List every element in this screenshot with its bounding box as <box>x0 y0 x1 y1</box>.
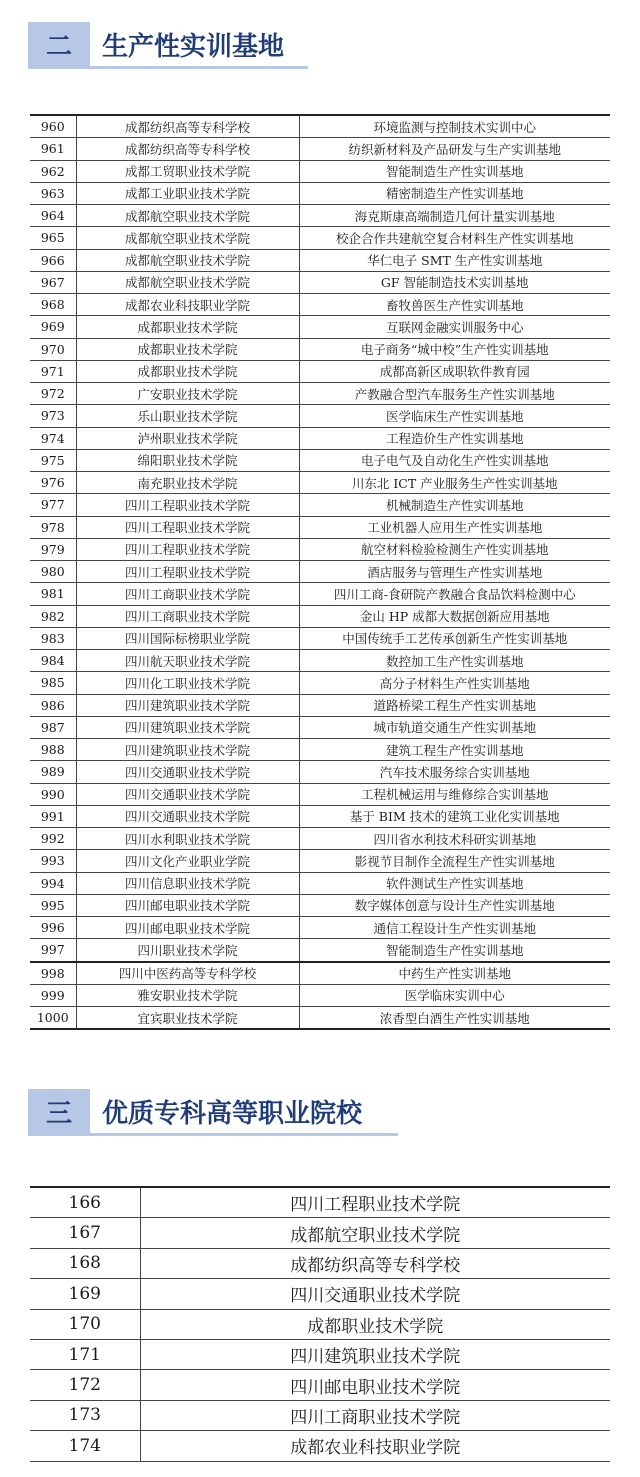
table-row <box>30 383 610 405</box>
table-row <box>30 115 610 138</box>
base-name: 工业机器人应用生产性实训基地 <box>299 516 610 538</box>
base-name: 畜牧兽医生产性实训基地 <box>299 294 610 316</box>
base-name: 精密制造生产性实训基地 <box>299 182 610 204</box>
section-header-3 <box>28 1089 362 1133</box>
school-name: 泸州职业技术学院 <box>76 427 299 449</box>
row-number: 990 <box>30 783 76 805</box>
table-row <box>30 427 610 449</box>
row-number: 999 <box>30 984 76 1006</box>
base-name: 数字媒体创意与设计生产性实训基地 <box>299 894 610 916</box>
base-name: 互联网金融实训服务中心 <box>299 316 610 338</box>
school-name: 四川化工职业技术学院 <box>76 672 299 694</box>
school-name: 成都农业科技职业学院 <box>140 1431 610 1461</box>
table-row <box>30 205 610 227</box>
row-number: 988 <box>30 739 76 761</box>
table-row <box>30 1370 610 1400</box>
school-name: 四川建筑职业技术学院 <box>76 739 299 761</box>
row-number: 985 <box>30 672 76 694</box>
section-title: 优质专科高等职业院校 <box>102 1098 363 1129</box>
school-name: 四川交通职业技术学院 <box>76 783 299 805</box>
base-name: 工程机械运用与维修综合实训基地 <box>299 783 610 805</box>
table-row <box>30 138 610 160</box>
row-number: 169 <box>30 1279 140 1309</box>
base-name: 电子电气及自动化生产性实训基地 <box>299 449 610 471</box>
base-name: 医学临床实训中心 <box>299 984 610 1006</box>
row-number: 167 <box>30 1218 140 1248</box>
school-name: 成都航空职业技术学院 <box>76 227 299 249</box>
base-name: 软件测试生产性实训基地 <box>299 872 610 894</box>
table-row <box>30 1248 610 1278</box>
school-name: 成都工贸职业技术学院 <box>76 160 299 182</box>
table-row <box>30 1279 610 1309</box>
school-name: 四川建筑职业技术学院 <box>76 694 299 716</box>
school-name: 成都职业技术学院 <box>76 338 299 360</box>
row-number: 967 <box>30 271 76 293</box>
school-name: 成都航空职业技术学院 <box>76 205 299 227</box>
school-name: 四川交通职业技术学院 <box>76 805 299 827</box>
row-number: 982 <box>30 605 76 627</box>
table-row <box>30 1400 610 1430</box>
school-name: 四川水利职业技术学院 <box>76 828 299 850</box>
row-number: 168 <box>30 1248 140 1278</box>
table-row <box>30 917 610 939</box>
row-number: 173 <box>30 1400 140 1430</box>
row-number: 969 <box>30 316 76 338</box>
table-row <box>30 1218 610 1248</box>
school-name: 四川邮电职业技术学院 <box>76 894 299 916</box>
base-name: 影视节目制作全流程生产性实训基地 <box>299 850 610 872</box>
school-name: 宜宾职业技术学院 <box>76 1007 299 1030</box>
row-number: 995 <box>30 894 76 916</box>
row-number: 963 <box>30 182 76 204</box>
table-row <box>30 1431 610 1461</box>
row-number: 962 <box>30 160 76 182</box>
table-row <box>30 962 610 985</box>
table-row <box>30 672 610 694</box>
school-name: 成都纺织高等专科学校 <box>140 1248 610 1278</box>
school-name: 成都航空职业技术学院 <box>140 1218 610 1248</box>
table-row <box>30 1339 610 1369</box>
table-row <box>30 850 610 872</box>
school-name: 四川工商职业技术学院 <box>140 1400 610 1430</box>
table-row <box>30 271 610 293</box>
table-row <box>30 894 610 916</box>
row-number: 972 <box>30 383 76 405</box>
school-name: 四川文化产业职业学院 <box>76 850 299 872</box>
row-number: 965 <box>30 227 76 249</box>
base-name: 环境监测与控制技术实训中心 <box>299 115 610 138</box>
row-number: 994 <box>30 872 76 894</box>
table-row <box>30 828 610 850</box>
table-row <box>30 316 610 338</box>
row-number: 973 <box>30 405 76 427</box>
base-name: 工程造价生产性实训基地 <box>299 427 610 449</box>
base-name: 四川省水利技术科研实训基地 <box>299 828 610 850</box>
row-number: 983 <box>30 627 76 649</box>
school-name: 四川工程职业技术学院 <box>76 538 299 560</box>
base-name: 道路桥梁工程生产性实训基地 <box>299 694 610 716</box>
school-name: 成都职业技术学院 <box>140 1309 610 1339</box>
table-row <box>30 472 610 494</box>
row-number: 166 <box>30 1187 140 1218</box>
table-row <box>30 160 610 182</box>
row-number: 993 <box>30 850 76 872</box>
school-name: 四川信息职业技术学院 <box>76 872 299 894</box>
school-name: 四川工商职业技术学院 <box>76 605 299 627</box>
row-number: 971 <box>30 360 76 382</box>
row-number: 987 <box>30 716 76 738</box>
row-number: 966 <box>30 249 76 271</box>
table-row <box>30 1309 610 1339</box>
school-name: 成都纺织高等专科学校 <box>76 115 299 138</box>
base-name: 汽车技术服务综合实训基地 <box>299 761 610 783</box>
table-row <box>30 761 610 783</box>
row-number: 174 <box>30 1431 140 1461</box>
base-name: 校企合作共建航空复合材料生产性实训基地 <box>299 227 610 249</box>
base-name: 机械制造生产性实训基地 <box>299 494 610 516</box>
school-name: 四川交通职业技术学院 <box>76 761 299 783</box>
base-name: 华仁电子 SMT 生产性实训基地 <box>299 249 610 271</box>
row-number: 979 <box>30 538 76 560</box>
school-name: 四川工程职业技术学院 <box>76 561 299 583</box>
row-number: 981 <box>30 583 76 605</box>
table-row <box>30 783 610 805</box>
table-row <box>30 338 610 360</box>
school-name: 四川交通职业技术学院 <box>140 1279 610 1309</box>
base-name: 海克斯康高端制造几何计量实训基地 <box>299 205 610 227</box>
school-name: 成都航空职业技术学院 <box>76 249 299 271</box>
base-name: 基于 BIM 技术的建筑工业化实训基地 <box>299 805 610 827</box>
base-name: 建筑工程生产性实训基地 <box>299 739 610 761</box>
row-number: 172 <box>30 1370 140 1400</box>
table-row <box>30 227 610 249</box>
base-name: 航空材料检验检测生产性实训基地 <box>299 538 610 560</box>
table-row <box>30 872 610 894</box>
school-name: 成都航空职业技术学院 <box>76 271 299 293</box>
table-row <box>30 405 610 427</box>
base-name: 浓香型白酒生产性实训基地 <box>299 1007 610 1030</box>
base-name: 中国传统手工艺传承创新生产性实训基地 <box>299 627 610 649</box>
row-number: 964 <box>30 205 76 227</box>
row-number: 960 <box>30 115 76 138</box>
school-name: 四川邮电职业技术学院 <box>76 917 299 939</box>
school-name: 四川工商职业技术学院 <box>76 583 299 605</box>
table-row <box>30 294 610 316</box>
base-name: 高分子材料生产性实训基地 <box>299 672 610 694</box>
school-name: 广安职业技术学院 <box>76 383 299 405</box>
base-name: 酒店服务与管理生产性实训基地 <box>299 561 610 583</box>
table-row <box>30 538 610 560</box>
row-number: 989 <box>30 761 76 783</box>
school-name: 成都职业技术学院 <box>76 316 299 338</box>
table-row <box>30 605 610 627</box>
row-number: 980 <box>30 561 76 583</box>
school-name: 绵阳职业技术学院 <box>76 449 299 471</box>
row-number: 991 <box>30 805 76 827</box>
table-row <box>30 984 610 1006</box>
school-name: 成都农业科技职业学院 <box>76 294 299 316</box>
row-number: 975 <box>30 449 76 471</box>
table-row <box>30 1007 610 1030</box>
base-name: 城市轨道交通生产性实训基地 <box>299 716 610 738</box>
row-number: 997 <box>30 939 76 962</box>
table-row <box>30 494 610 516</box>
school-name: 四川航天职业技术学院 <box>76 650 299 672</box>
school-name: 四川工程职业技术学院 <box>76 494 299 516</box>
section-number: 二 <box>28 22 90 66</box>
school-name: 四川职业技术学院 <box>76 939 299 962</box>
row-number: 998 <box>30 962 76 985</box>
table-row <box>30 716 610 738</box>
school-name: 四川国际标榜职业学院 <box>76 627 299 649</box>
row-number: 984 <box>30 650 76 672</box>
table-row <box>30 449 610 471</box>
table-row <box>30 627 610 649</box>
row-number: 961 <box>30 138 76 160</box>
table-row <box>30 516 610 538</box>
school-name: 四川建筑职业技术学院 <box>76 716 299 738</box>
base-name: 纺织新材料及产品研发与生产实训基地 <box>299 138 610 160</box>
base-name: 数控加工生产性实训基地 <box>299 650 610 672</box>
base-name: 智能制造生产性实训基地 <box>299 939 610 962</box>
row-number: 968 <box>30 294 76 316</box>
school-name: 雅安职业技术学院 <box>76 984 299 1006</box>
base-name: 产教融合型汽车服务生产性实训基地 <box>299 383 610 405</box>
training-base-table <box>30 114 610 1030</box>
section-underline <box>28 66 308 69</box>
base-name: 成都高新区成职软件教育园 <box>299 360 610 382</box>
base-name: 川东北 ICT 产业服务生产性实训基地 <box>299 472 610 494</box>
row-number: 976 <box>30 472 76 494</box>
row-number: 171 <box>30 1339 140 1369</box>
base-name: 通信工程设计生产性实训基地 <box>299 917 610 939</box>
table-row <box>30 249 610 271</box>
table-row <box>30 1187 610 1218</box>
base-name: 四川工商-食研院产教融合食品饮料检测中心 <box>299 583 610 605</box>
section-title: 生产性实训基地 <box>102 31 285 62</box>
section-header-2 <box>28 22 284 66</box>
school-name: 四川建筑职业技术学院 <box>140 1339 610 1369</box>
base-name: 医学临床生产性实训基地 <box>299 405 610 427</box>
table-row <box>30 650 610 672</box>
base-name: 金山 HP 成都大数据创新应用基地 <box>299 605 610 627</box>
table-row <box>30 561 610 583</box>
table-row <box>30 583 610 605</box>
school-name: 成都职业技术学院 <box>76 360 299 382</box>
row-number: 170 <box>30 1309 140 1339</box>
row-number: 970 <box>30 338 76 360</box>
school-name: 南充职业技术学院 <box>76 472 299 494</box>
base-name: 智能制造生产性实训基地 <box>299 160 610 182</box>
school-name: 成都纺织高等专科学校 <box>76 138 299 160</box>
table-row <box>30 939 610 962</box>
school-name: 四川中医药高等专科学校 <box>76 962 299 985</box>
table-row <box>30 805 610 827</box>
row-number: 974 <box>30 427 76 449</box>
row-number: 978 <box>30 516 76 538</box>
table-row <box>30 739 610 761</box>
school-name: 四川工程职业技术学院 <box>140 1187 610 1218</box>
school-name: 四川工程职业技术学院 <box>76 516 299 538</box>
row-number: 1000 <box>30 1007 76 1030</box>
row-number: 996 <box>30 917 76 939</box>
table-row <box>30 360 610 382</box>
base-name: 电子商务“城中校”生产性实训基地 <box>299 338 610 360</box>
section-number: 三 <box>28 1089 90 1133</box>
section-underline <box>28 1133 398 1136</box>
base-name: 中药生产性实训基地 <box>299 962 610 985</box>
quality-college-table <box>30 1186 610 1462</box>
row-number: 986 <box>30 694 76 716</box>
school-name: 乐山职业技术学院 <box>76 405 299 427</box>
base-name: GF 智能制造技术实训基地 <box>299 271 610 293</box>
table-row <box>30 694 610 716</box>
row-number: 992 <box>30 828 76 850</box>
school-name: 成都工业职业技术学院 <box>76 182 299 204</box>
school-name: 四川邮电职业技术学院 <box>140 1370 610 1400</box>
table-row <box>30 182 610 204</box>
row-number: 977 <box>30 494 76 516</box>
